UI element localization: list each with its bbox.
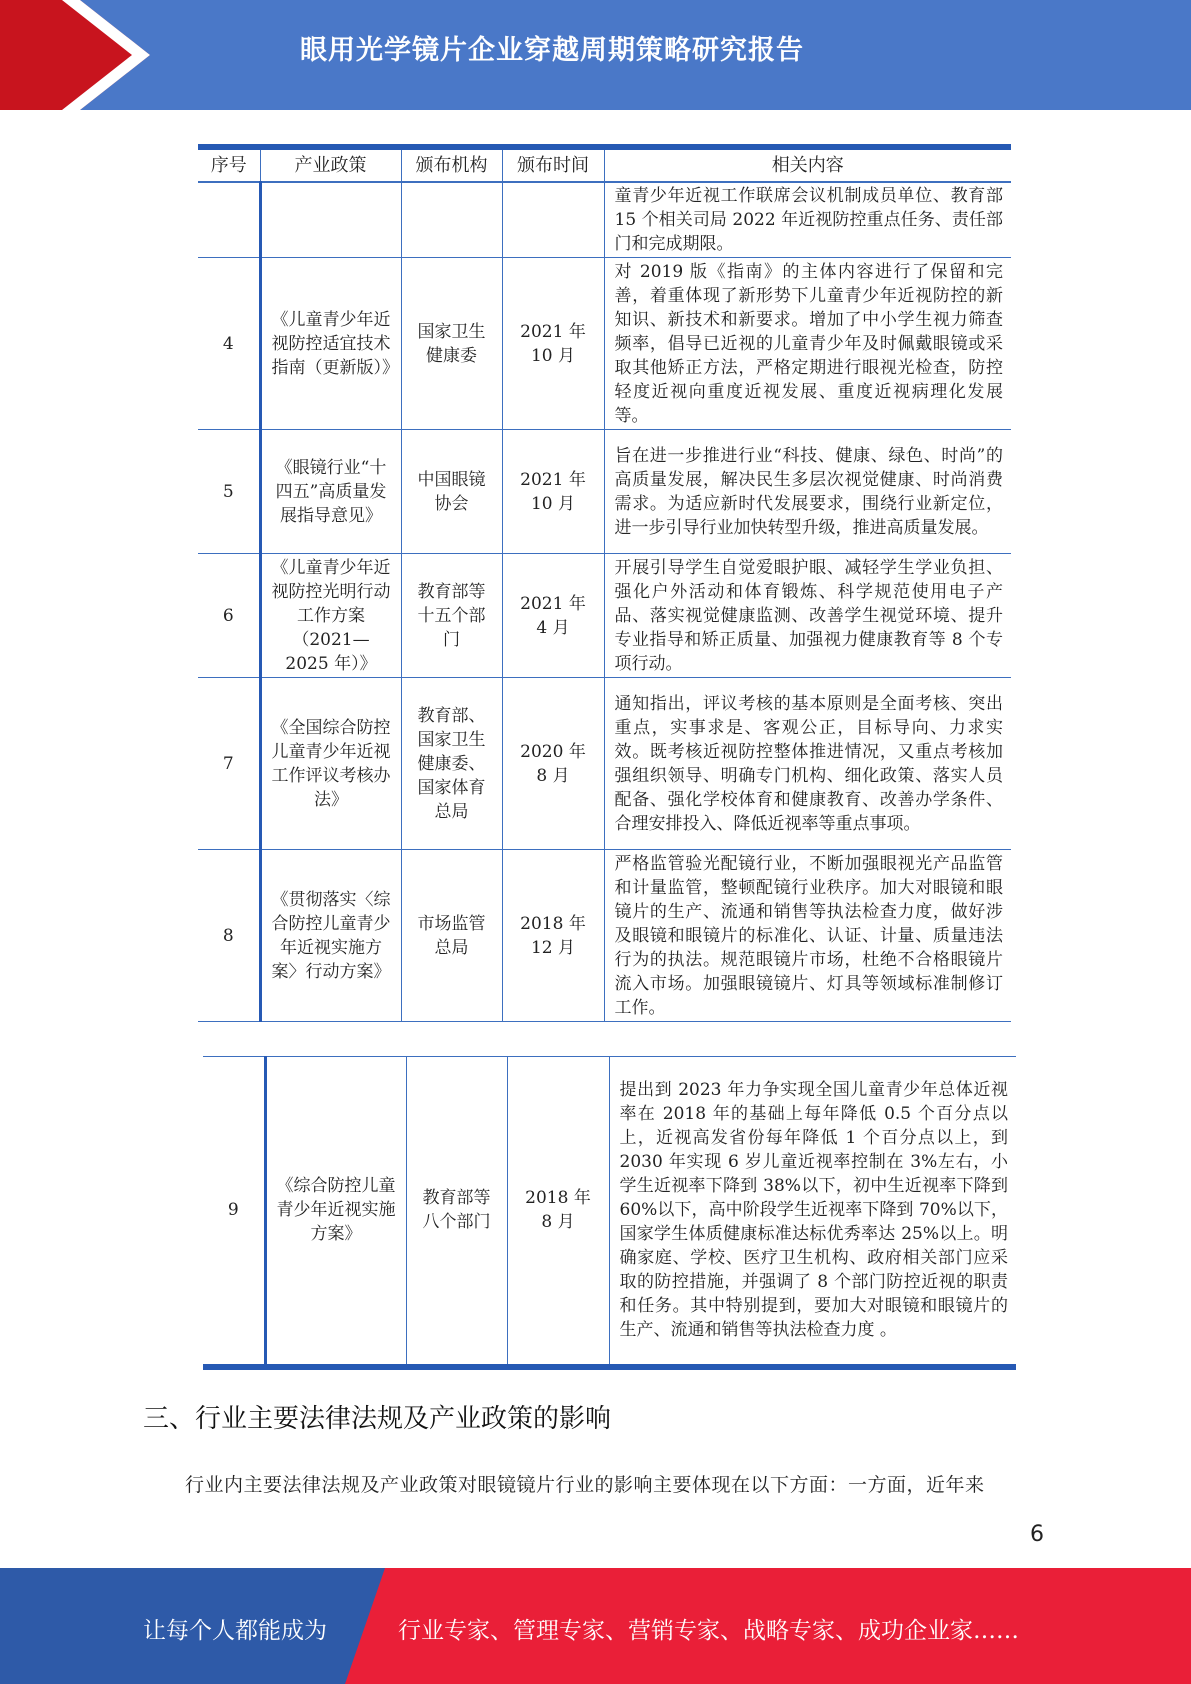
cell-content: 旨在进一步推进行业“科技、健康、绿色、时尚”的高质量发展，解决民生多层次视觉健康、时尚消费需求。为适应新时代发展要求，围绕行业新定位，进一步引导行业加快转型升级，推进高质量发展。 [604, 430, 1011, 554]
cell-content: 严格监管验光配镜行业，不断加强眼视光产品监管和计量监管，整顿配镜行业秩序。加大对眼镜和眼镜片的生产、流通和销售等执法检查力度，做好涉及眼镜和眼镜片的标准化、认证、计量、质量违法行为的执法。规范眼镜片市场，杜绝不合格眼镜片流入市场。加强眼镜镜片、灯具等领域标准制修订工作。 [604, 850, 1011, 1022]
header-content: 相关内容 [604, 147, 1011, 182]
cell-policy: 《全国综合防控儿童青少年近视工作评议考核办法》 [260, 678, 401, 850]
footer-slogan-left: 让每个人都能成为 [143, 1618, 327, 1644]
footer-slogan-right: 行业专家、管理专家、营销专家、战略专家、成功企业家…… [398, 1618, 1019, 1644]
cell-date: 2021 年 10 月 [502, 430, 604, 554]
header-date: 颁布时间 [502, 147, 604, 182]
cell-no: 4 [198, 258, 260, 430]
table-row [198, 678, 1011, 850]
table-row [198, 182, 1011, 258]
table-row [198, 430, 1011, 554]
cell-content: 开展引导学生自觉爱眼护眼、减轻学生学业负担、强化户外活动和体育锻炼、科学规范使用电子产品、落实视觉健康监测、改善学生视觉环境、提升专业指导和矫正质量、加强视力健康教育等 8 个专项行动。 [604, 554, 1011, 678]
cell-date: 2021 年 10 月 [502, 258, 604, 430]
cell-policy: 《儿童青少年近视防控适宜技术指南（更新版）》 [260, 258, 401, 430]
cell-no [198, 182, 260, 258]
table-row [203, 1057, 1016, 1367]
policy-table-continued [203, 1056, 1016, 1370]
body-paragraph: 行业内主要法律法规及产业政策对眼镜镜片行业的影响主要体现在以下方面：一方面，近年来 [185, 1474, 985, 1496]
cell-no: 9 [203, 1057, 265, 1367]
cell-agency: 教育部等八个部门 [406, 1057, 507, 1367]
header-agency: 颁布机构 [401, 147, 502, 182]
cell-no: 5 [198, 430, 260, 554]
cell-policy: 《贯彻落实〈综合防控儿童青少年近视实施方案〉行动方案》 [260, 850, 401, 1022]
cell-agency: 教育部等十五个部门 [401, 554, 502, 678]
cell-policy [260, 182, 401, 258]
cell-content: 通知指出，评议考核的基本原则是全面考核、突出重点，实事求是、客观公正，目标导向、力求实效。既考核近视防控整体推进情况，又重点考核加强组织领导、明确专门机构、细化政策、落实人员配备、强化学校体育和健康教育、改善办学条件、合理安排投入、降低近视率等重点事项。 [604, 678, 1011, 850]
table-row [198, 258, 1011, 430]
cell-no: 6 [198, 554, 260, 678]
header-no: 序号 [198, 147, 260, 182]
section-heading: 三、行业主要法律法规及产业政策的影响 [143, 1404, 612, 1434]
table-row [198, 554, 1011, 678]
cell-date: 2018 年 12 月 [502, 850, 604, 1022]
cell-content: 对 2019 版《指南》的主体内容进行了保留和完善，着重体现了新形势下儿童青少年近视防控的新知识、新技术和新要求。增加了中小学生视力筛查频率，倡导已近视的儿童青少年及时佩戴眼镜或采取其他矫正方法，严格定期进行眼视光检查，防控轻度近视向重度近视发展、重度近视病理化发展等。 [604, 258, 1011, 430]
cell-agency: 教育部、国家卫生健康委、国家体育总局 [401, 678, 502, 850]
cell-policy: 《综合防控儿童青少年近视实施方案》 [265, 1057, 406, 1367]
cell-agency: 中国眼镜协会 [401, 430, 502, 554]
cell-content: 提出到 2023 年力争实现全国儿童青少年总体近视率在 2018 年的基础上每年降低 0.5 个百分点以上，近视高发省份每年降低 1 个百分点以上，到 2030 年实现 6 岁儿童近视率控制在 3%左右，小学生近视率下降到 38%以下，初中生近视率下降到 60%以下，高中阶段学生近视率下降到 70%以下，国家学生体质健康标准达标优秀率达 25%以上。明确家庭、学校、医疗卫生机构、政府相关部门应采取的防控措施，并强调了 8 个部门防控近视的职责和任务。其中特别提到，要加大对眼镜和眼镜片的生产、流通和销售等执法检查力度 。 [609, 1057, 1016, 1367]
cell-agency: 市场监管总局 [401, 850, 502, 1022]
report-title: 眼用光学镜片企业穿越周期策略研究报告 [300, 35, 804, 66]
header-policy: 产业政策 [260, 147, 401, 182]
cell-agency: 国家卫生健康委 [401, 258, 502, 430]
cell-date: 2020 年 8 月 [502, 678, 604, 850]
cell-policy: 《儿童青少年近视防控光明行动工作方案（2021—2025 年）》 [260, 554, 401, 678]
page-number: 6 [1030, 1522, 1044, 1547]
table-header-row [198, 147, 1011, 182]
cell-date: 2021 年 4 月 [502, 554, 604, 678]
table-row [198, 850, 1011, 1022]
cell-no: 8 [198, 850, 260, 1022]
policy-table [198, 144, 1011, 1022]
cell-no: 7 [198, 678, 260, 850]
cell-content: 童青少年近视工作联席会议机制成员单位、教育部 15 个相关司局 2022 年近视防控重点任务、责任部门和完成期限。 [604, 182, 1011, 258]
cell-agency [401, 182, 502, 258]
cell-policy: 《眼镜行业“十四五”高质量发展指导意见》 [260, 430, 401, 554]
header-chevron-icon [0, 0, 160, 110]
cell-date: 2018 年 8 月 [507, 1057, 609, 1367]
cell-date [502, 182, 604, 258]
